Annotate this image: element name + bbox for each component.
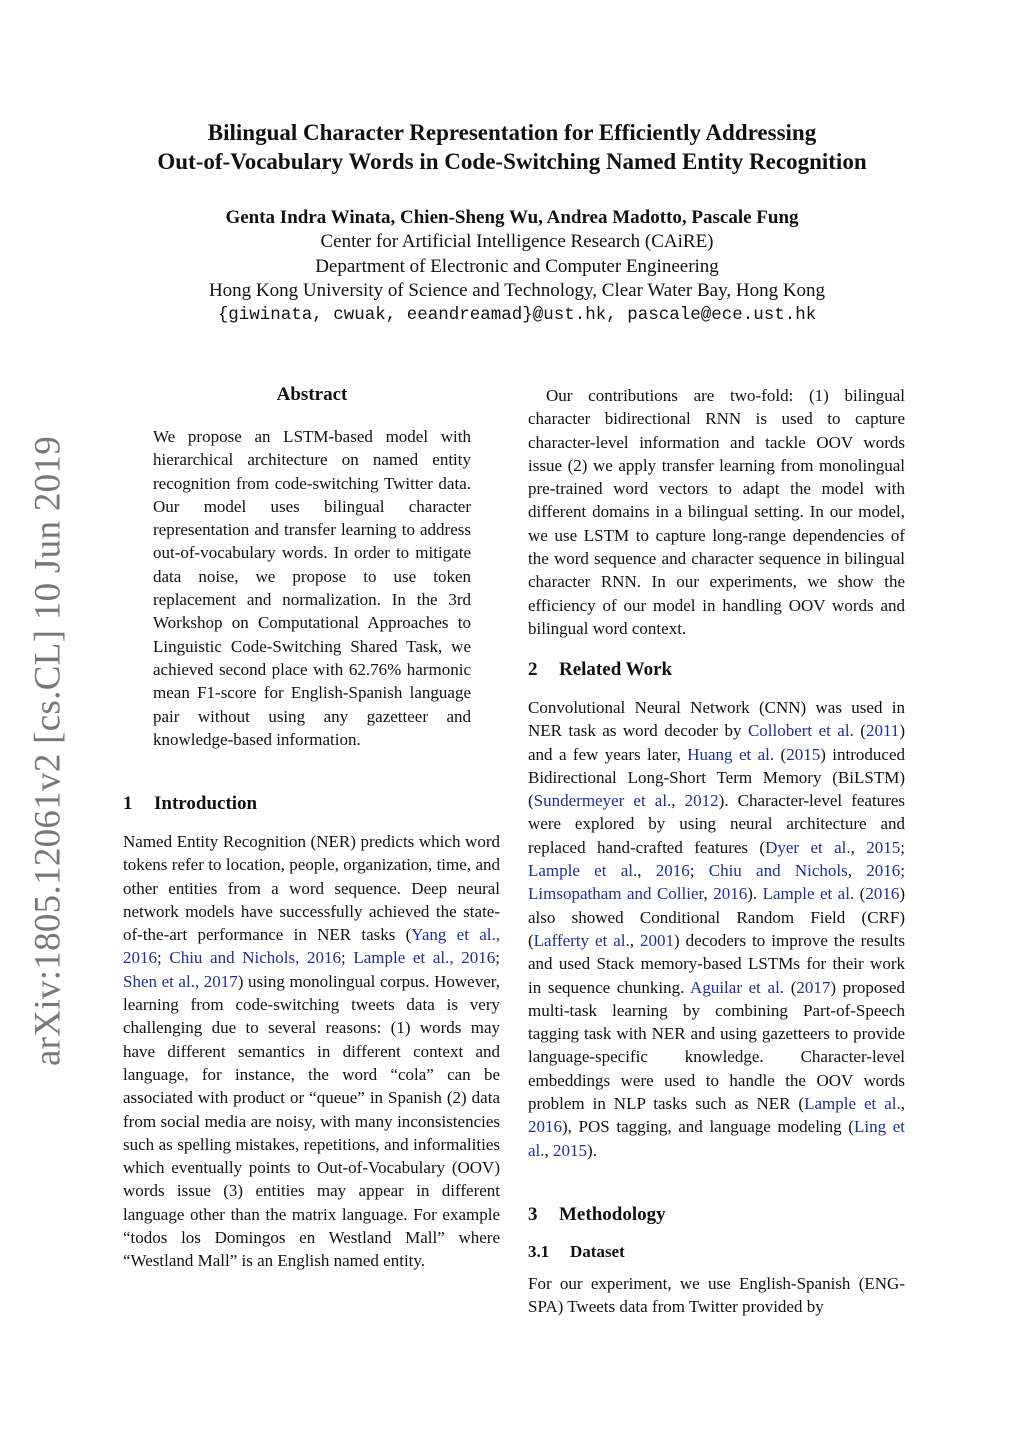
- text-run: ,: [847, 861, 867, 881]
- text-run: ,: [900, 1094, 905, 1114]
- section-related-work-heading: [528, 658, 672, 682]
- citation-year: 2016: [123, 948, 157, 968]
- text-run: (: [854, 884, 866, 904]
- citation-link[interactable]: [353, 948, 495, 967]
- citation-year[interactable]: 2016: [655, 861, 690, 881]
- citation-author[interactable]: Ling et al.: [528, 1117, 905, 1160]
- text-run: ) also showed Conditional Random Field (CRF) (: [528, 884, 905, 950]
- citation-author[interactable]: Sundermeyer et al.: [533, 791, 672, 811]
- dataset-paragraph: For our experiment, we use English-Spanish (ENG-SPA) Tweets data from Twitter provided by: [528, 1274, 905, 1317]
- dataset-text: [528, 1272, 905, 1319]
- title-line-1: Bilingual Character Representation for Efficiently Addressing: [207, 120, 817, 145]
- section-methodology-heading: [528, 1203, 666, 1227]
- section-number: 3: [528, 1204, 538, 1225]
- text-run: ) using monolingual corpus. However, learning from code-switching tweets data is very challenging due to several reasons: (1) words may have different semantics in different context and language, for instance, the word “cola” can be associated with product or “queue” in Spanish (2) data from social media are noisy, with many inconsistencies such as spelling mistakes, repetitions, and informalities which eventually points to Out-of-Vocabulary (OOV) words issue (3) entities may appear in different language other than the matrix language. For example “todos los Domingos en Westland Mall” where “Westland Mall” is an English named entity.: [123, 971, 501, 1271]
- section-title: Related Work: [559, 659, 673, 680]
- text-run: ,: [850, 837, 867, 857]
- text-run: Convolutional Neural Network (CNN) was used in NER task as word decoder by: [528, 698, 905, 741]
- introduction-text: [123, 830, 500, 1273]
- text-run: ) and a few years later,: [528, 721, 905, 764]
- contributions-paragraph: Our contributions are two-fold: (1) bilingual character bidirectional RNN is used to capture character-level information and tackle OOV words issue (2) we apply transfer learning from monolingual pre-trained word vectors to adapt the model with different domains in a bilingual setting. In our model, we use LSTM to capture long-range dependencies of the word sequence and character sequence in bilingual character RNN. In our experiments, we show the efficiency of our model in handling OOV words and bilingual word context.: [528, 386, 905, 638]
- text-run: ,: [637, 861, 656, 881]
- affiliation: [100, 230, 934, 304]
- text-run: ,: [544, 1140, 554, 1160]
- subsection-dataset-heading: [528, 1241, 625, 1263]
- citation-author[interactable]: Huang et al.: [687, 744, 775, 764]
- text-run: ).: [587, 1140, 597, 1160]
- text-run: Named Entity Recognition (NER) predicts which word tokens refer to location, people, organization, time, and other entities from a word sequence. Deep neural network models have successfully achieved the state-of-the-art performance in NER tasks (: [123, 832, 500, 945]
- contributions-text: [528, 384, 905, 640]
- author-list: Genta Indra Winata, Chien-Sheng Wu, Andrea Madotto, Pascale Fung: [225, 207, 799, 228]
- text-run: ) introduced Bidirectional Long-Short Term Memory (BiLSTM) (: [528, 744, 905, 811]
- text-run: ;: [157, 948, 170, 968]
- text-run: ,: [194, 971, 204, 991]
- text-run: ;: [900, 837, 905, 857]
- citation-author[interactable]: Chiu and Nichols: [708, 861, 848, 881]
- text-run: (: [774, 744, 787, 764]
- section-title: Methodology: [559, 1204, 666, 1225]
- citation-author[interactable]: Collobert et al.: [747, 721, 854, 741]
- text-run: ,: [629, 930, 641, 950]
- related-work-text: [528, 696, 905, 1162]
- citation-author[interactable]: Lample et al.: [762, 884, 855, 904]
- affiliation-line-3: Hong Kong University of Science and Technology, Clear Water Bay, Hong Kong: [208, 280, 826, 301]
- citation-link[interactable]: [123, 972, 238, 991]
- text-run: ,: [295, 948, 308, 968]
- paper-title: [100, 118, 924, 176]
- text-run: ;: [495, 948, 500, 968]
- citation-year[interactable]: 2016: [528, 1117, 562, 1137]
- text-run: ;: [341, 948, 354, 968]
- abstract-text: [153, 425, 471, 751]
- citation-author: Yang et al.: [411, 925, 496, 945]
- arxiv-stamp-text: arXiv:1805.12061v2 [cs.CL] 10 Jun 2019: [27, 435, 69, 1067]
- text-run: ;: [689, 861, 709, 881]
- affiliation-line-2: Department of Electronic and Computer Engineering: [315, 255, 719, 277]
- affiliation-line-1: Center for Artificial Intelligence Research (CAiRE): [320, 231, 714, 252]
- citation-author: Shen et al.: [123, 971, 195, 991]
- citation-year[interactable]: 2012: [684, 791, 719, 811]
- citation-year[interactable]: 2011: [865, 721, 900, 741]
- citation-author[interactable]: Limsopatham and Collier: [528, 884, 704, 904]
- citation-year: 2017: [203, 971, 238, 991]
- section-number: 2: [528, 659, 538, 680]
- abstract-paragraph: We propose an LSTM-based model with hierarchical architecture on named entity recognition from code-switching Twitter data. Our model uses bilingual character representation and transfer learning to address out-of-vocabulary words. In order to mitigate data noise, we propose to use token replacement and normalization. In the 3rd Workshop on Computational Approaches to Linguistic Code-Switching Shared Task, we achieved second place with 62.76% harmonic mean F1-score for English-Spanish language pair without using any gazetteer and knowledge-based information.: [153, 427, 471, 749]
- citation-year[interactable]: 2015: [786, 744, 821, 764]
- section-number: 1: [123, 793, 133, 814]
- citation-author: Chiu and Nichols: [169, 948, 296, 968]
- citation-year[interactable]: 2001: [640, 930, 675, 950]
- related-work-paragraph: [528, 696, 905, 1162]
- text-run: ) proposed multi-task learning by combining Part-of-Speech tagging task with NER and using gazetteers to provide language-specific knowledge. Character-level embeddings were used to handle the OOV words problem in NLP tasks such as NER (: [528, 977, 906, 1114]
- citation-author[interactable]: Dyer et al.: [765, 837, 851, 857]
- citation-year[interactable]: 2016: [713, 884, 748, 904]
- citation-author[interactable]: Lample et al.: [804, 1094, 901, 1114]
- text-run: ,: [449, 948, 462, 968]
- text-run: ). Character-level features were explored by using neural architecture and replaced hand-crafted features (: [528, 791, 905, 857]
- title-line-2: Out-of-Vocabulary Words in Code-Switching Named Entity Recognition: [157, 149, 867, 174]
- text-run: ,: [495, 925, 500, 945]
- text-run: ;: [900, 861, 905, 881]
- citation-link[interactable]: [169, 948, 341, 967]
- citation-author: Lample et al.: [353, 948, 450, 968]
- section-title: Introduction: [154, 793, 258, 814]
- citation-year[interactable]: 2016: [865, 884, 900, 904]
- citation-year: 2016: [461, 948, 496, 968]
- text-run: ,: [703, 884, 714, 904]
- text-run: ,: [671, 791, 685, 811]
- citation-author[interactable]: Lample et al.: [528, 861, 638, 881]
- text-run: (: [784, 977, 797, 997]
- subsection-number: 3.1: [528, 1242, 550, 1261]
- subsection-title: Dataset: [570, 1242, 625, 1261]
- citation-year: 2016: [307, 948, 342, 968]
- section-introduction-heading: [123, 792, 257, 816]
- author-emails: {giwinata, cwuak, eeandreamad}@ust.hk, pascale@ece.ust.hk: [217, 305, 817, 325]
- citation-author[interactable]: Aguilar et al.: [690, 977, 785, 997]
- citation-year[interactable]: 2016: [866, 861, 901, 881]
- introduction-paragraph: [123, 830, 500, 1273]
- citation-author[interactable]: Lafferty et al.: [533, 930, 630, 950]
- text-run: ) decoders to improve the results and used Stack memory-based LSTMs for their work in sequence chunking.: [528, 930, 906, 997]
- citation-year[interactable]: 2015: [866, 837, 901, 857]
- text-run: ).: [747, 884, 763, 904]
- text-run: ), POS tagging, and language modeling (: [562, 1117, 854, 1137]
- citation-year[interactable]: 2017: [796, 977, 831, 997]
- citation-year[interactable]: 2015: [553, 1140, 588, 1160]
- abstract-heading: Abstract: [276, 384, 348, 405]
- text-run: (: [853, 721, 866, 741]
